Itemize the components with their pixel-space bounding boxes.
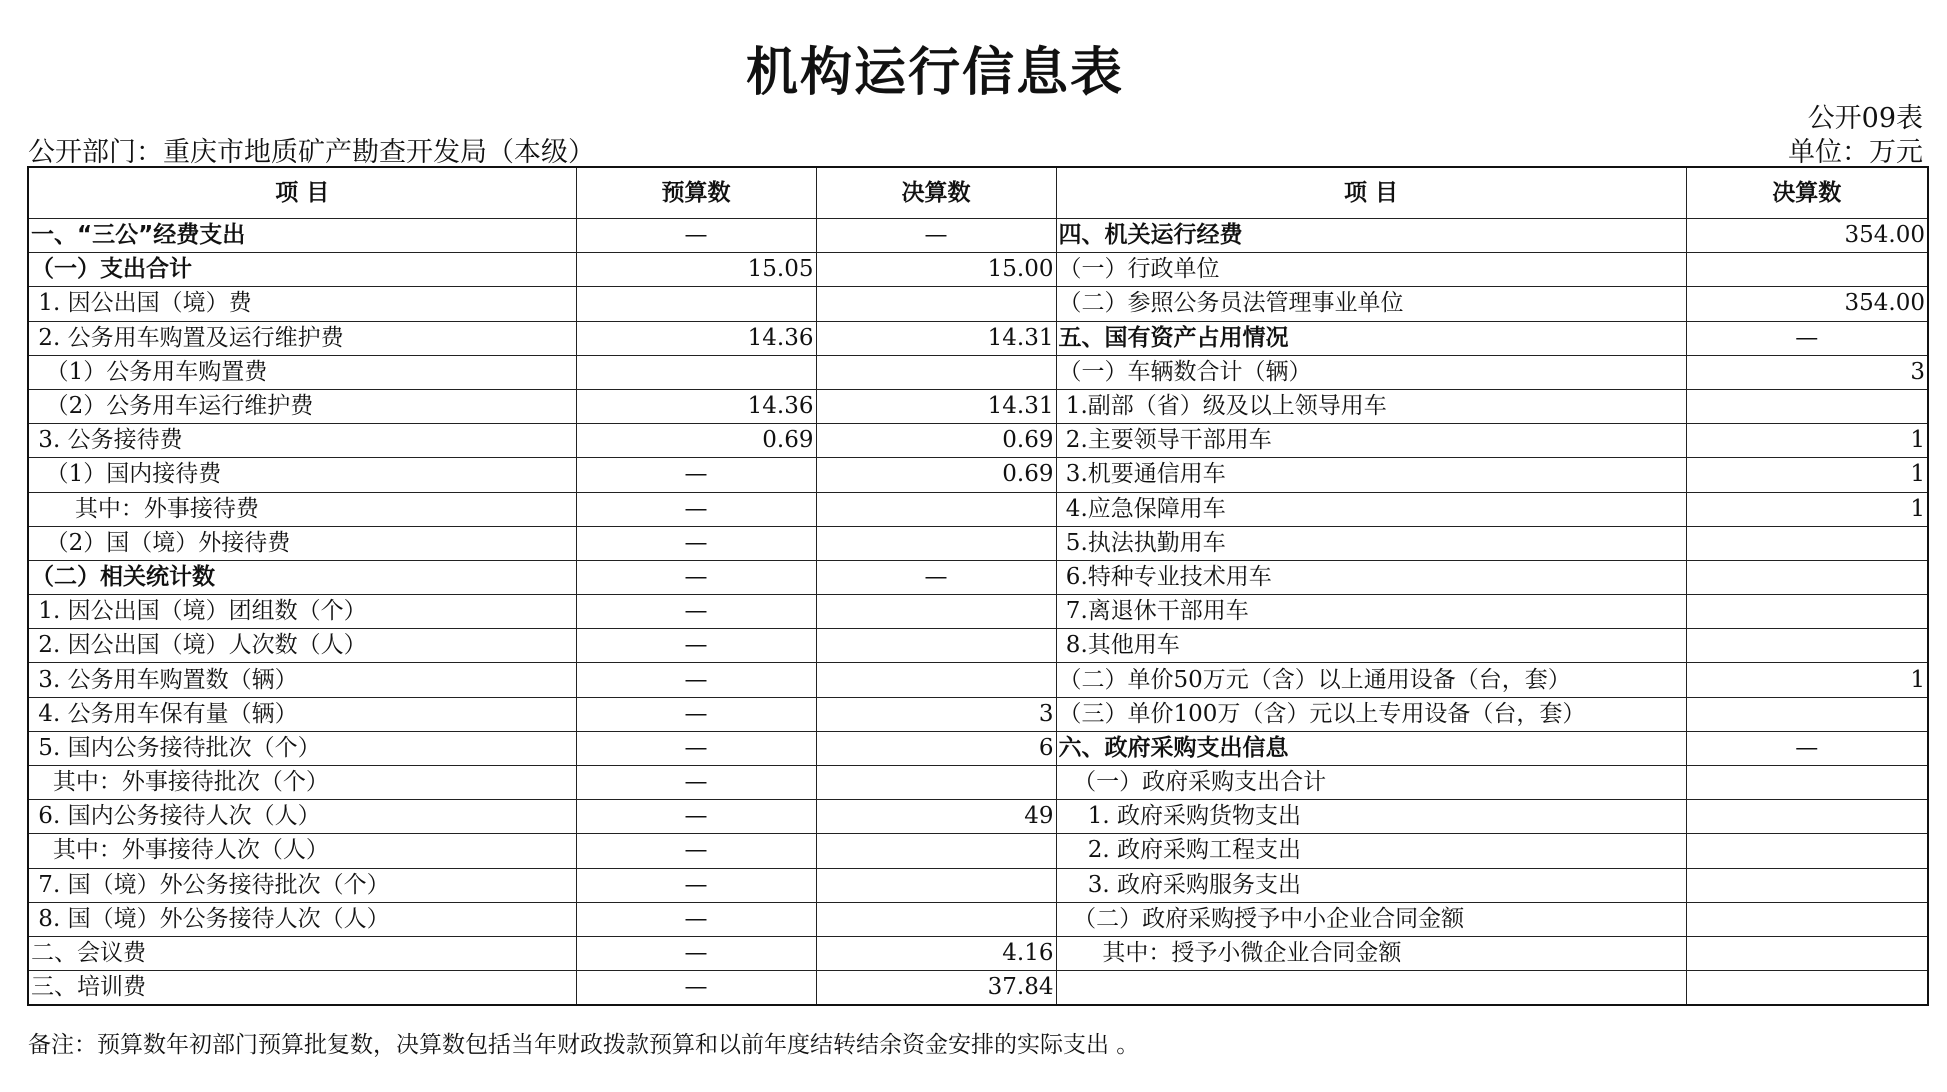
table-row (28, 697, 1928, 731)
final-value (816, 492, 1056, 526)
budget-value: — (576, 834, 816, 868)
right-final-value: 1 (1686, 492, 1928, 526)
final-value: 4.16 (816, 936, 1056, 970)
right-item-label: 3.机要通信用车 (1056, 458, 1686, 492)
table-row (28, 629, 1928, 663)
right-item-label: 四、机关运行经费 (1056, 219, 1686, 253)
budget-value: — (576, 868, 816, 902)
final-value: 6 (816, 731, 1056, 765)
budget-value: 15.05 (576, 253, 816, 287)
left-item-label: 2. 因公出国（境）人次数（人） (28, 629, 576, 663)
left-item-label: 其中：外事接待批次（个） (28, 766, 576, 800)
right-item-label: （一）行政单位 (1056, 253, 1686, 287)
right-item-label: （三）单价100万（含）元以上专用设备（台，套） (1056, 697, 1686, 731)
budget-value: — (576, 800, 816, 834)
table-row (28, 560, 1928, 594)
left-item-label: （1）国内接待费 (28, 458, 576, 492)
final-value (816, 595, 1056, 629)
right-item-label: 7.离退休干部用车 (1056, 595, 1686, 629)
budget-value: — (576, 458, 816, 492)
budget-value: 0.69 (576, 424, 816, 458)
right-final-value: 3 (1686, 355, 1928, 389)
right-final-value (1686, 868, 1928, 902)
left-item-label: 6. 国内公务接待人次（人） (28, 800, 576, 834)
final-value (816, 629, 1056, 663)
right-final-value (1686, 253, 1928, 287)
right-final-value (1686, 595, 1928, 629)
right-final-value (1686, 766, 1928, 800)
final-value (816, 766, 1056, 800)
left-item-label: 5. 国内公务接待批次（个） (28, 731, 576, 765)
table-row (28, 731, 1928, 765)
page-title: 机构运行信息表 (745, 43, 1124, 103)
left-item-label: （2）公务用车运行维护费 (28, 389, 576, 423)
unit-label: 单位：万元 (1788, 137, 1923, 168)
left-item-label: 其中：外事接待费 (28, 492, 576, 526)
right-item-label: 2.主要领导干部用车 (1056, 424, 1686, 458)
left-item-label: 4. 公务用车保有量（辆） (28, 697, 576, 731)
table-row (28, 936, 1928, 970)
right-item-label: 5.执法执勤用车 (1056, 526, 1686, 560)
right-item-label: 3. 政府采购服务支出 (1056, 868, 1686, 902)
department-label: 公开部门：重庆市地质矿产勘查开发局（本级） (28, 137, 595, 168)
table-row (28, 355, 1928, 389)
right-item-label: 其中：授予小微企业合同金额 (1056, 936, 1686, 970)
final-value (816, 902, 1056, 936)
right-final-value: — (1686, 731, 1928, 765)
right-final-value: 1 (1686, 458, 1928, 492)
table-row (28, 526, 1928, 560)
table-row (28, 971, 1928, 1006)
right-final-value (1686, 629, 1928, 663)
table-row (28, 868, 1928, 902)
right-item-label: （二）单价50万元（含）以上通用设备（台，套） (1056, 663, 1686, 697)
left-item-label: （2）国（境）外接待费 (28, 526, 576, 560)
table-row (28, 219, 1928, 253)
footnote: 备注：预算数年初部门预算批复数，决算数包括当年财政拨款预算和以前年度结转结余资金安排的实际支出 。 (28, 1032, 1140, 1058)
final-value: 49 (816, 800, 1056, 834)
left-item-label: （1）公务用车购置费 (28, 355, 576, 389)
final-value: — (816, 560, 1056, 594)
right-item-label: 4.应急保障用车 (1056, 492, 1686, 526)
header-right-item: 项 目 (1056, 167, 1686, 219)
header-row (28, 167, 1928, 219)
budget-value: — (576, 560, 816, 594)
header-budget: 预算数 (576, 167, 816, 219)
info-table (27, 166, 1929, 1006)
right-item-label: 1.副部（省）级及以上领导用车 (1056, 389, 1686, 423)
header-final-left: 决算数 (816, 167, 1056, 219)
budget-value: — (576, 492, 816, 526)
budget-value: — (576, 936, 816, 970)
final-value: 0.69 (816, 458, 1056, 492)
table-row (28, 287, 1928, 321)
right-item-label: 8.其他用车 (1056, 629, 1686, 663)
left-item-label: 一、“三公”经费支出 (28, 219, 576, 253)
right-final-value (1686, 697, 1928, 731)
right-final-value: 1 (1686, 424, 1928, 458)
right-item-label: 六、政府采购支出信息 (1056, 731, 1686, 765)
budget-value (576, 287, 816, 321)
left-item-label: 3. 公务用车购置数（辆） (28, 663, 576, 697)
budget-value: — (576, 629, 816, 663)
final-value (816, 287, 1056, 321)
right-final-value (1686, 902, 1928, 936)
right-item-label (1056, 971, 1686, 1006)
budget-value: — (576, 731, 816, 765)
header-final-right: 决算数 (1686, 167, 1928, 219)
right-final-value (1686, 389, 1928, 423)
table-row (28, 902, 1928, 936)
left-item-label: 二、会议费 (28, 936, 576, 970)
right-final-value (1686, 526, 1928, 560)
right-final-value (1686, 936, 1928, 970)
left-item-label: 2. 公务用车购置及运行维护费 (28, 321, 576, 355)
table-row (28, 321, 1928, 355)
final-value (816, 355, 1056, 389)
table-row (28, 424, 1928, 458)
right-item-label: （一）车辆数合计（辆） (1056, 355, 1686, 389)
left-item-label: 7. 国（境）外公务接待批次（个） (28, 868, 576, 902)
budget-value: — (576, 663, 816, 697)
right-final-value (1686, 834, 1928, 868)
final-value (816, 834, 1056, 868)
final-value (816, 663, 1056, 697)
right-item-label: （一）政府采购支出合计 (1056, 766, 1686, 800)
budget-value (576, 355, 816, 389)
final-value: 3 (816, 697, 1056, 731)
right-final-value (1686, 971, 1928, 1006)
table-row (28, 492, 1928, 526)
right-item-label: 6.特种专业技术用车 (1056, 560, 1686, 594)
final-value: 14.31 (816, 321, 1056, 355)
final-value: — (816, 219, 1056, 253)
right-item-label: 五、国有资产占用情况 (1056, 321, 1686, 355)
left-item-label: 三、培训费 (28, 971, 576, 1006)
budget-value: — (576, 766, 816, 800)
budget-value: 14.36 (576, 321, 816, 355)
budget-value: — (576, 526, 816, 560)
left-item-label: （一）支出合计 (28, 253, 576, 287)
table-row (28, 834, 1928, 868)
header-left-item: 项 目 (28, 167, 576, 219)
table-row (28, 389, 1928, 423)
budget-value: — (576, 902, 816, 936)
final-value: 15.00 (816, 253, 1056, 287)
budget-value: — (576, 971, 816, 1006)
right-final-value: 1 (1686, 663, 1928, 697)
right-item-label: （二）政府采购授予中小企业合同金额 (1056, 902, 1686, 936)
right-item-label: 1. 政府采购货物支出 (1056, 800, 1686, 834)
final-value (816, 526, 1056, 560)
left-item-label: （二）相关统计数 (28, 560, 576, 594)
form-number: 公开09表 (1807, 103, 1923, 134)
final-value (816, 868, 1056, 902)
left-item-label: 1. 因公出国（境）团组数（个） (28, 595, 576, 629)
right-item-label: 2. 政府采购工程支出 (1056, 834, 1686, 868)
final-value: 0.69 (816, 424, 1056, 458)
right-final-value (1686, 560, 1928, 594)
left-item-label: 3. 公务接待费 (28, 424, 576, 458)
right-item-label: （二）参照公务员法管理事业单位 (1056, 287, 1686, 321)
budget-value: — (576, 595, 816, 629)
final-value: 37.84 (816, 971, 1056, 1006)
left-item-label: 8. 国（境）外公务接待人次（人） (28, 902, 576, 936)
table-row (28, 253, 1928, 287)
left-item-label: 1. 因公出国（境）费 (28, 287, 576, 321)
final-value: 14.31 (816, 389, 1056, 423)
table-row (28, 458, 1928, 492)
right-final-value: 354.00 (1686, 287, 1928, 321)
left-item-label: 其中：外事接待人次（人） (28, 834, 576, 868)
right-final-value: 354.00 (1686, 219, 1928, 253)
budget-value: — (576, 697, 816, 731)
budget-value: — (576, 219, 816, 253)
table-row (28, 595, 1928, 629)
right-final-value (1686, 800, 1928, 834)
table-row (28, 663, 1928, 697)
right-final-value: — (1686, 321, 1928, 355)
table-row (28, 766, 1928, 800)
budget-value: 14.36 (576, 389, 816, 423)
table-row (28, 800, 1928, 834)
